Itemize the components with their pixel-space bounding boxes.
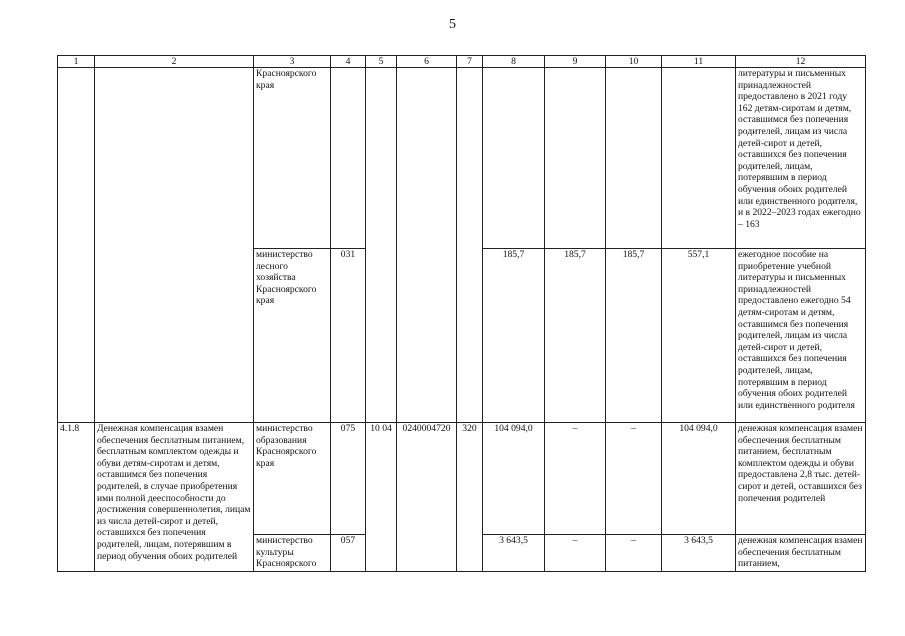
column-header: 7 xyxy=(457,56,483,68)
rzpr-cell xyxy=(366,68,397,423)
result-cell: денежная компенсация взамен обеспечения бесплатным питанием, xyxy=(736,535,866,572)
rzpr-cell: 10 04 xyxy=(366,423,397,572)
column-header: 11 xyxy=(662,56,736,68)
grbs-cell: 031 xyxy=(331,249,366,423)
row-number-cell xyxy=(58,68,95,423)
total-cell xyxy=(662,68,736,249)
page-number: 5 xyxy=(449,17,456,32)
grbs-cell xyxy=(331,68,366,249)
column-header: 4 xyxy=(331,56,366,68)
csr-cell xyxy=(397,68,457,423)
column-header: 10 xyxy=(606,56,662,68)
vr-cell: 320 xyxy=(457,423,483,572)
amount-cell: – xyxy=(545,423,606,535)
executor-cell: Красноярского края xyxy=(254,68,331,249)
column-header: 2 xyxy=(95,56,254,68)
amount-cell: – xyxy=(545,535,606,572)
column-header: 6 xyxy=(397,56,457,68)
amount-cell: 185,7 xyxy=(545,249,606,423)
amount-cell xyxy=(483,68,545,249)
amount-cell: – xyxy=(606,423,662,535)
row-number-cell: 4.1.8 xyxy=(58,423,95,572)
table-row xyxy=(58,423,866,535)
column-header: 9 xyxy=(545,56,606,68)
result-cell: ежегодное пособие на приобретение учебной литературы и письменных принадлежностей предоставлено ежегодно 54 детям-сиротам и детям, оставшимся без попечения родителей, лицам из числа детей-сирот и детей, оставшихся без попечения родителей, лицам, потерявшим в период обучения обоих родителей или единственного родителя xyxy=(736,249,866,423)
grbs-cell: 075 xyxy=(331,423,366,535)
executor-cell: министерство образования Красноярского края xyxy=(254,423,331,535)
grbs-cell: 057 xyxy=(331,535,366,572)
executor-cell: министерство лесного хозяйства Красноярского края xyxy=(254,249,331,423)
amount-cell: – xyxy=(606,535,662,572)
amount-cell xyxy=(545,68,606,249)
data-table xyxy=(57,55,866,572)
column-header: 1 xyxy=(58,56,95,68)
table-row xyxy=(58,68,866,249)
executor-cell: министерство культуры Красноярского xyxy=(254,535,331,572)
amount-cell xyxy=(606,68,662,249)
amount-cell: 104 094,0 xyxy=(483,423,545,535)
csr-cell: 0240004720 xyxy=(397,423,457,572)
result-cell: денежная компенсация взамен обеспечения бесплатным питанием, бесплатным комплектом одежды и обуви предоставлена 2,8 тыс. детей-сирот и детей, оставшихся без попечения родителей xyxy=(736,423,866,535)
amount-cell: 185,7 xyxy=(483,249,545,423)
total-cell: 104 094,0 xyxy=(662,423,736,535)
column-header: 3 xyxy=(254,56,331,68)
measure-name-cell: Денежная компенсация взамен обеспечения бесплатным питанием, бесплатным комплектом одежды и обуви детям-сиротам и детям, оставшимся без попечения родителей, в случае приобретения ими полной дееспособности до достижения совершеннолетия, лицам из числа детей-сирот и детей, оставшихся без попечения родителей, лицам, потерявшим в период обучения обоих родителей xyxy=(95,423,254,572)
total-cell: 557,1 xyxy=(662,249,736,423)
amount-cell: 185,7 xyxy=(606,249,662,423)
column-header: 8 xyxy=(483,56,545,68)
amount-cell: 3 643,5 xyxy=(483,535,545,572)
vr-cell xyxy=(457,68,483,423)
table-header-row xyxy=(58,56,866,68)
column-header: 12 xyxy=(736,56,866,68)
measure-name-cell xyxy=(95,68,254,423)
column-header: 5 xyxy=(366,56,397,68)
result-cell: литературы и письменных принадлежностей предоставлено в 2021 году 162 детям-сиротам и детям, оставшимся без попечения родителей, лицам из числа детей-сирот и детей, оставшихся без попечения родителей, лицам, потерявшим в период обучения обоих родителей или единственного родителя, и в 2022–2023 годах ежегодно – 163 xyxy=(736,68,866,249)
total-cell: 3 643,5 xyxy=(662,535,736,572)
